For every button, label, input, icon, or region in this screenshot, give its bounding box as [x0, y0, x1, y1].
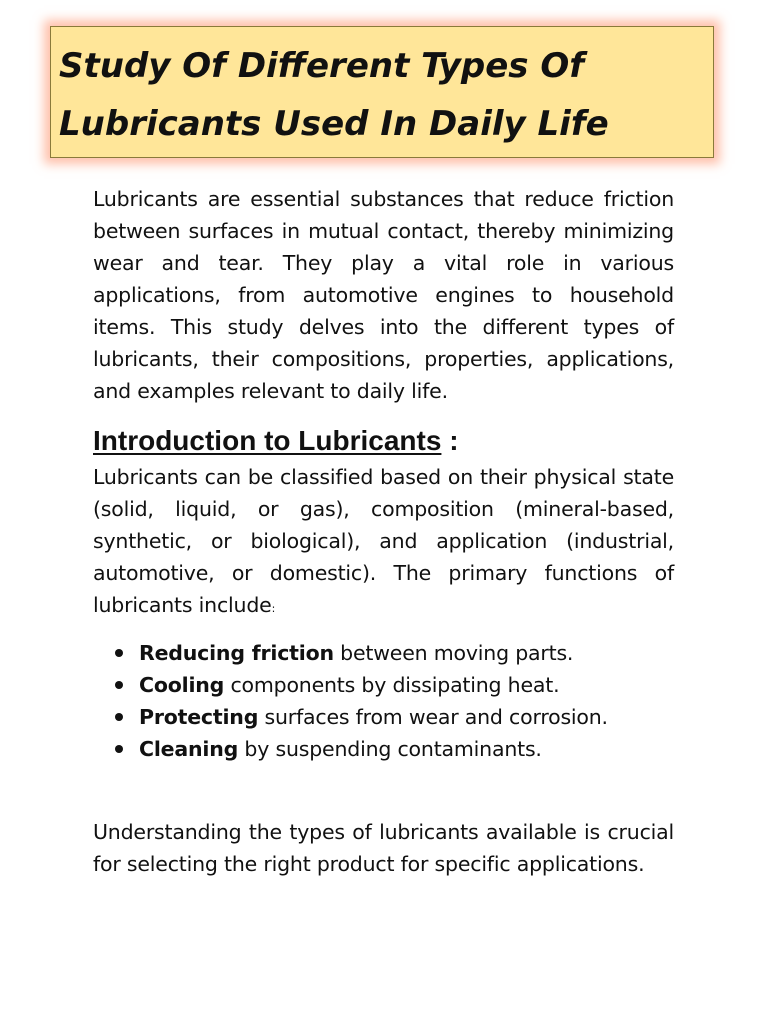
- bullet-dot-icon: [115, 745, 123, 753]
- list-item-bold: Protecting: [139, 705, 259, 729]
- list-item-text: between moving parts.: [333, 641, 574, 665]
- section-paragraph: [93, 461, 674, 625]
- list-item-text: by suspending contaminants.: [238, 737, 542, 761]
- title-line-1: Study Of Different Types Of: [59, 46, 585, 86]
- functions-list: [93, 637, 674, 765]
- title-line-2: Lubricants Used In Daily Life: [59, 104, 609, 144]
- closing-paragraph: Understanding the types of lubricants available is crucial for selecting the right product for specific applications.: [93, 820, 674, 876]
- bullet-dot-icon: [115, 681, 123, 689]
- list-item-text: surfaces from wear and corrosion.: [258, 705, 608, 729]
- section-heading-colon: :: [441, 425, 459, 456]
- bullet-dot-icon: [115, 649, 123, 657]
- document-body: [93, 183, 674, 880]
- section-paragraph-text: Lubricants can be classified based on their physical state (solid, liquid, or gas), composition (mineral-based, synthetic, or biological), and application (industrial, automotive, or domestic). The primary functions of lubricants include: [93, 465, 674, 617]
- list-item-bold: Cleaning: [139, 737, 239, 761]
- title-box: [50, 26, 714, 158]
- section-heading: [93, 421, 674, 461]
- bullet-dot-icon: [115, 713, 123, 721]
- intro-paragraph: Lubricants are essential substances that reduce friction between surfaces in mutual contact, thereby minimizing wear and tear. They play a vital role in various applications, from automotive engines to household items. This study delves into the different types of lubricants, their compositions, properties, applications, and examples relevant to daily life.: [93, 187, 674, 403]
- list-item: [93, 701, 674, 733]
- list-item: [93, 669, 674, 701]
- list-item: [93, 733, 674, 765]
- list-item: [93, 637, 674, 669]
- list-item-bold: Reducing friction: [139, 641, 334, 665]
- list-item-text: components by dissipating heat.: [224, 673, 560, 697]
- section-paragraph-colon: :: [271, 602, 276, 615]
- list-item-bold: Cooling: [139, 673, 225, 697]
- section-heading-text: Introduction to Lubricants: [93, 425, 442, 456]
